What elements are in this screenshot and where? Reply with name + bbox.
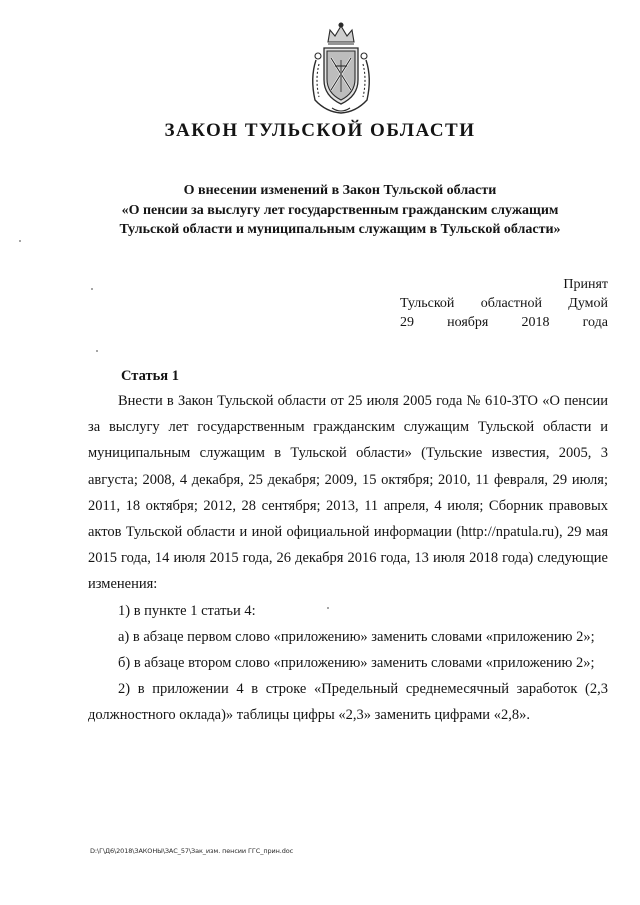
file-path-footer: D:\Г\Д6\2018\ЗАКОНЫ\ЗАС_57\Зак_изм. пенсии ГГС_прин.doc [90, 847, 294, 855]
list-item: а) в абзаце первом слово «приложению» заменить словами «приложению 2»; [118, 628, 595, 645]
scan-speck [19, 240, 21, 242]
adopted-body: Тульской областной Думой [400, 296, 608, 311]
article-body [88, 388, 608, 729]
adopted-label: Принят [563, 277, 608, 292]
scan-speck [327, 607, 329, 609]
article-heading: Статья 1 [121, 368, 179, 384]
scan-speck [91, 288, 93, 290]
subject-line: О внесении изменений в Закон Тульской области [183, 183, 497, 198]
list-item: б) в абзаце втором слово «приложению» заменить словами «приложению 2»; [118, 655, 595, 672]
adopted-date: 29 ноября 2018 года [400, 315, 608, 330]
law-title: ЗАКОН ТУЛЬСКОЙ ОБЛАСТИ [164, 120, 476, 141]
scan-speck [96, 350, 98, 352]
tula-coat-of-arms-icon [306, 20, 376, 116]
adoption-block [400, 275, 608, 332]
subject-line: «О пенсии за выслугу лет государственным гражданским служащим [121, 202, 559, 218]
article-intro: Внести в Закон Тульской области от 25 июля 2005 года № 610-ЗТО «О пенсии за выслугу лет государственным гражданским служащим Тульской области и муниципальным служащим в Тульской области» (Тульские известия, 2005, 3 августа; 2008, 4 декабря, 25 декабря; 2009, 15 октября; 2010, 11 февраля, 29 июля; 2011, 18 октября; 2012, 28 сентября; 2013, 11 апреля, 4 июля; Сборник правовых актов Тульской области и иной официальной информации (http://npatula.ru), 29 мая 2015 года, 14 июля 2015 года, 26 декабря 2016 года, 13 июля 2018 года) следующие изменения: [88, 393, 608, 593]
subject-line: Тульской области и муниципальным служащим в Тульской области» [119, 222, 561, 237]
list-item: 2) в приложении 4 в строке «Предельный среднемесячный заработок (2,3 должностного оклада)» таблицы цифры «2,3» заменить цифрами «2,8». [88, 681, 608, 724]
list-item: 1) в пункте 1 статьи 4: [118, 602, 256, 619]
law-subject [90, 181, 590, 240]
